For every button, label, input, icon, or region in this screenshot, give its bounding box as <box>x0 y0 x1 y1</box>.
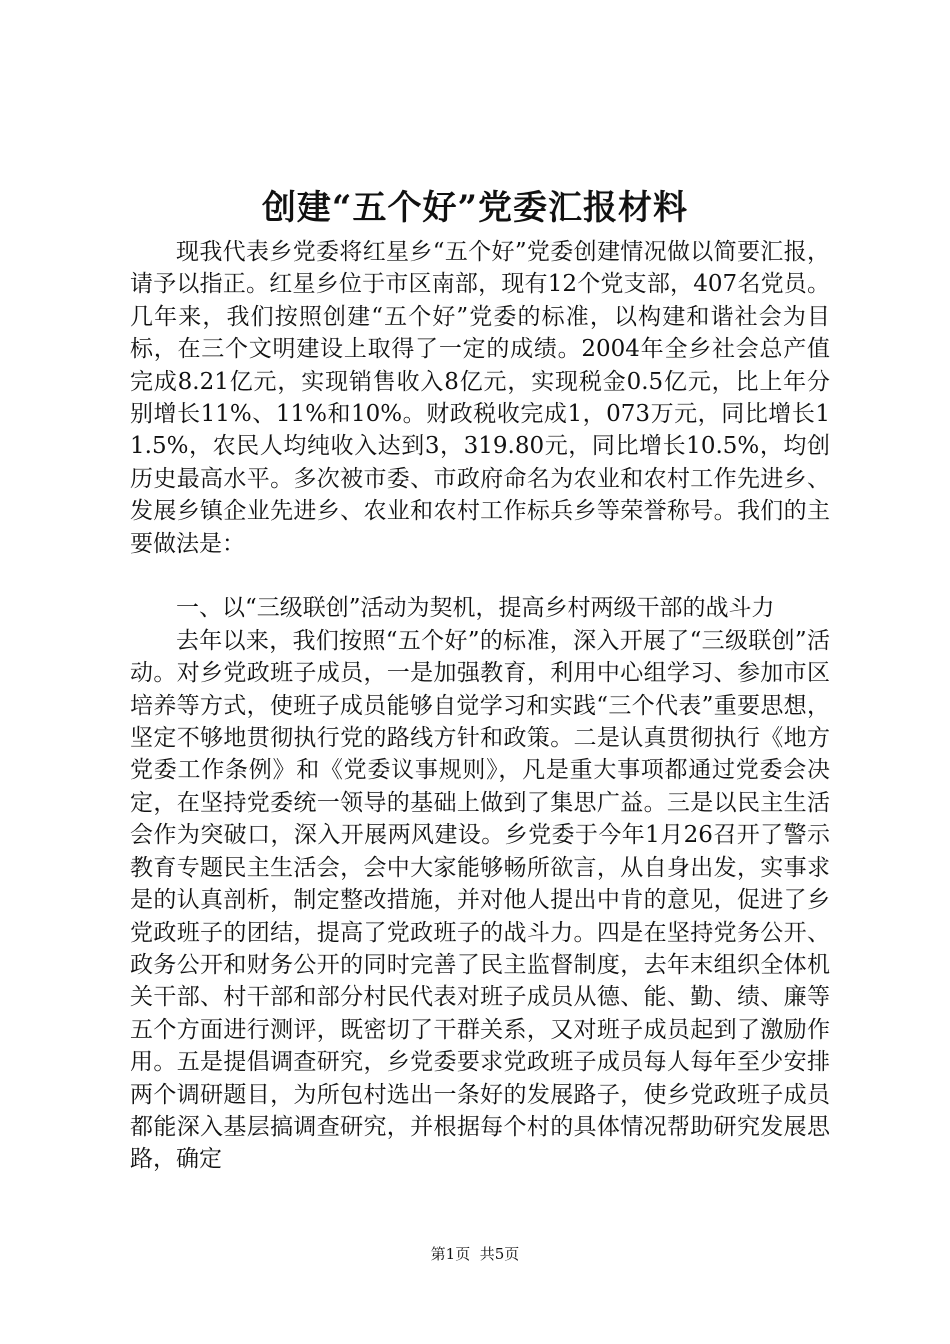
intro-paragraph: 现我代表乡党委将红星乡“五个好”党委创建情况做以简要汇报，请予以指正。红星乡位于市区南部，现有12个党支部，407名党员。几年来，我们按照创建“五个好”党委的标准，以构建和谐社会为目标，在三个文明建设上取得了一定的成绩。2004年全乡社会总产值完成8.21亿元，实现销售收入8亿元，实现税金0.5亿元，比上年分别增长11%、11%和10%。财政税收完成1，073万元，同比增长11.5%，农民人均纯收入达到3，319.80元，同比增长10.5%，均创历史最高水平。多次被市委、市政府命名为农业和农村工作先进乡、发展乡镇企业先进乡、农业和农村工作标兵乡等荣誉称号。我们的主要做法是： <box>130 239 830 557</box>
total-pages: 共5页 <box>479 1245 520 1263</box>
page-number: 第1页 <box>430 1245 471 1263</box>
section-paragraph: 去年以来，我们按照“五个好”的标准，深入开展了“三级联创”活动。对乡党政班子成员，一是加强教育，利用中心组学习、参加市区培养等方式，使班子成员能够自觉学习和实践“三个代表”重要思想，坚定不够地贯彻执行党的路线方针和政策。二是认真贯彻执行《地方党委工作条例》和《党委议事规则》，凡是重大事项都通过党委会决定，在坚持党委统一领导的基础上做到了集思广益。三是以民主生活会作为突破口，深入开展两风建设。乡党委于今年1月26召开了警示教育专题民主生活会，会中大家能够畅所欲言，从自身出发，实事求是的认真剖析，制定整改措施，并对他人提出中肯的意见，促进了乡党政班子的团结，提高了党政班子的战斗力。四是在坚持党务公开、政务公开和财务公开的同时完善了民主监督制度，去年末组织全体机关干部、村干部和部分村民代表对班子成员从德、能、勤、绩、廉等五个方面进行测评，既密切了干群关系，又对班子成员起到了激励作用。五是提倡调查研究，乡党委要求党政班子成员每人每年至少安排两个调研题目，为所包村选出一条好的发展路子，使乡党政班子成员都能深入基层搞调查研究，并根据每个村的具体情况帮助研究发展思路，确定 <box>130 627 830 1173</box>
document-title: 创建“五个好”党委汇报材料 <box>261 188 689 228</box>
section-heading: 一、以“三级联创”活动为契机，提高乡村两级干部的战斗力 <box>176 595 775 622</box>
paragraph-spacer <box>130 560 830 592</box>
document-body <box>130 236 830 1176</box>
page-footer <box>0 1244 950 1264</box>
